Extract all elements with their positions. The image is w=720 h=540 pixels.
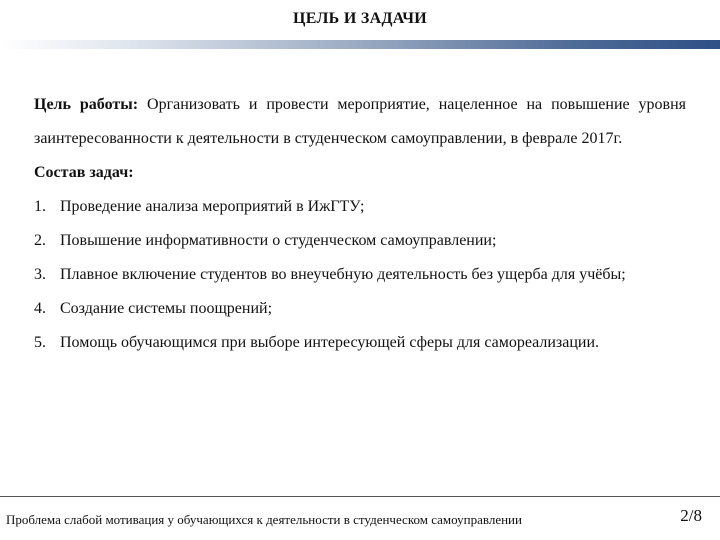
task-number: 1. bbox=[34, 198, 46, 215]
footer-caption: Проблема слабой мотивация у обучающихся к деятельности в студенческом самоуправлении bbox=[6, 512, 522, 527]
page-number: 2/8 bbox=[680, 506, 702, 525]
task-item-2 bbox=[34, 224, 686, 258]
task-item-5 bbox=[34, 326, 686, 360]
task-item-4 bbox=[34, 292, 686, 326]
task-text: Помощь обучающимся при выборе интересующей сферы для самореализации. bbox=[60, 334, 600, 351]
goal-label: Цель работы: bbox=[34, 96, 139, 113]
task-text: Повышение информативности о студенческом самоуправлении; bbox=[60, 232, 497, 249]
task-item-3 bbox=[34, 258, 686, 292]
task-item-1 bbox=[34, 190, 686, 224]
task-number: 2. bbox=[34, 232, 46, 249]
task-list bbox=[34, 190, 686, 360]
task-text: Плавное включение студентов во внеучебную деятельность без ущерба для учёбы; bbox=[60, 266, 626, 283]
goal-paragraph bbox=[34, 88, 686, 156]
task-number: 4. bbox=[34, 300, 46, 317]
task-text: Проведение анализа мероприятий в ИжГТУ; bbox=[60, 198, 365, 215]
slide-body bbox=[34, 88, 686, 360]
task-text: Создание системы поощрений; bbox=[60, 300, 273, 317]
task-number: 5. bbox=[34, 334, 46, 351]
task-number: 3. bbox=[34, 266, 46, 283]
tasks-heading: Состав задач: bbox=[34, 164, 134, 181]
goal-text: Организовать и провести мероприятие, нацеленное на повышение уровня заинтересованности к деятельности в студенческом самоуправлении, в феврале 2017г. bbox=[34, 96, 687, 147]
slide-title: ЦЕЛЬ И ЗАДАЧИ bbox=[292, 10, 428, 27]
footer-divider bbox=[0, 496, 720, 497]
title-underline-bar bbox=[0, 40, 720, 49]
